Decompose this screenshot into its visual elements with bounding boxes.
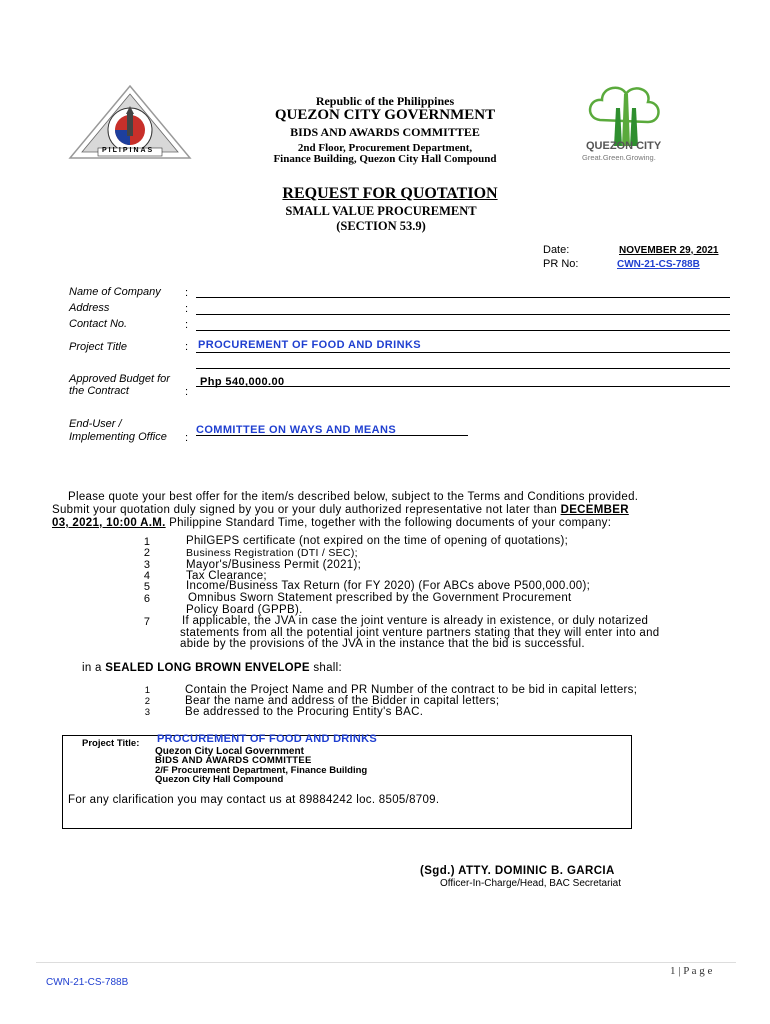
pr-value: CWN-21-CS-788B	[617, 259, 700, 270]
doc-item: Omnibus Sworn Statement prescribed by the Government Procurement	[188, 592, 572, 604]
project-colon: :	[185, 341, 189, 353]
logo-name: QUEZON CITY	[586, 140, 662, 152]
doc-item: PhilGEPS certificate (not expired on the time of opening of quotations);	[186, 535, 569, 547]
project-line-2	[196, 368, 730, 369]
contact-colon: :	[185, 319, 189, 331]
envelope-number: 3	[144, 707, 150, 718]
footer-reference: CWN-21-CS-788B	[46, 977, 129, 988]
subtitle-section: (SECTION 53.9)	[336, 219, 426, 233]
doc-item-continued: statements from all the potential joint venture partners stating that they will enter into and	[180, 627, 660, 639]
instructions-line-3	[52, 517, 611, 529]
company-input-line[interactable]	[196, 297, 730, 298]
doc-number: 5	[143, 581, 150, 593]
address-line-2: Finance Building, Quezon City Hall Compound	[273, 153, 497, 165]
committee-line: BIDS AND AWARDS COMMITTEE	[290, 125, 480, 139]
box-project-label: Project Title:	[82, 738, 140, 749]
doc-number: 7	[143, 616, 150, 628]
doc-number: 3	[143, 559, 150, 571]
company-colon: :	[185, 287, 189, 299]
box-address-3: 2/F Procurement Department, Finance Building	[155, 765, 368, 776]
envelope-number: 2	[144, 696, 150, 707]
envelope-item: Bear the name and address of the Bidder in capital letters;	[185, 695, 500, 707]
project-label: Project Title	[69, 341, 127, 353]
signatory-name: (Sgd.) ATTY. DOMINIC B. GARCIA	[420, 865, 615, 877]
envelope-pre: in a	[82, 662, 106, 674]
doc-item: Business Registration (DTI / SEC);	[186, 547, 358, 559]
doc-item: Income/Business Tax Return (for FY 2020) (For ABCs above P500,000.00);	[186, 580, 591, 592]
enduser-label-2: Implementing Office	[69, 431, 167, 443]
box-address-4: Quezon City Hall Compound	[155, 774, 284, 785]
enduser-value: COMMITTEE ON WAYS AND MEANS	[196, 424, 397, 436]
document-title: REQUEST FOR QUOTATION	[282, 185, 498, 202]
republic-line: Republic of the Philippines	[315, 94, 455, 108]
instructions-text-2: Submit your quotation duly signed by you or your duly authorized representative not later than	[52, 504, 558, 516]
contact-label: Contact No.	[69, 318, 128, 330]
logo-tagline: Great.Green.Growing.	[582, 153, 656, 162]
seal-text-bottom: PILIPINAS	[102, 147, 155, 154]
date-label: Date:	[543, 244, 570, 256]
address-box	[62, 735, 632, 829]
budget-value: Php 540,000.00	[200, 376, 285, 388]
box-contact: For any clarification you may contact us at 89884242 loc. 8505/8709.	[68, 794, 440, 806]
box-address-1: Quezon City Local Government	[155, 746, 304, 757]
doc-item: Tax Clearance;	[186, 570, 267, 582]
government-line: QUEZON CITY GOVERNMENT	[274, 107, 496, 123]
pr-label: PR No:	[543, 258, 579, 270]
budget-colon: :	[185, 386, 189, 398]
doc-item: Mayor's/Business Permit (2021);	[186, 559, 362, 571]
envelope-type: SEALED LONG BROWN ENVELOPE	[105, 662, 310, 674]
project-line-1	[196, 352, 730, 353]
box-project-value: PROCUREMENT OF FOOD AND DRINKS	[157, 733, 378, 745]
date-value: NOVEMBER 29, 2021	[619, 245, 719, 256]
budget-line	[196, 386, 730, 387]
doc-item-continued: Policy Board (GPPB).	[186, 604, 303, 616]
project-value: PROCUREMENT OF FOOD AND DRINKS	[198, 339, 422, 351]
address-input-line[interactable]	[196, 314, 730, 315]
doc-number: 4	[143, 570, 150, 582]
budget-label-1: Approved Budget for	[69, 373, 170, 385]
subtitle-procurement: SMALL VALUE PROCUREMENT	[285, 204, 477, 218]
page-number: 1 | P a g e	[670, 965, 713, 977]
instructions-text-3: Philippine Standard Time, together with the following documents of your company:	[165, 517, 612, 529]
signatory-title: Officer-In-Charge/Head, BAC Secretariat	[440, 878, 622, 889]
doc-item-continued: abide by the provisions of the JVA in the instance that the bid is successful.	[180, 638, 585, 650]
deadline-date-part1: DECEMBER	[560, 504, 629, 516]
envelope-item: Contain the Project Name and PR Number of the contract to be bid in capital letters;	[185, 684, 638, 696]
box-address-2: BIDS AND AWARDS COMMITTEE	[155, 755, 312, 766]
company-label: Name of Company	[69, 286, 161, 298]
instructions-line-1: Please quote your best offer for the item/s described below, subject to the Terms and Conditions provided.	[68, 491, 639, 503]
address-label: Address	[69, 302, 110, 314]
instructions-line-2	[52, 504, 629, 516]
envelope-item: Be addressed to the Procuring Entity's BAC.	[185, 706, 424, 718]
enduser-label-1: End-User /	[69, 418, 122, 430]
enduser-line	[196, 435, 468, 436]
doc-number: 6	[143, 593, 150, 605]
quezon-city-logo	[580, 80, 670, 175]
enduser-colon: :	[185, 432, 189, 444]
envelope-post: shall:	[309, 662, 342, 674]
address-line-1: 2nd Floor, Procurement Department,	[297, 142, 473, 154]
contact-input-line[interactable]	[196, 330, 730, 331]
envelope-intro	[82, 662, 342, 674]
envelope-number: 1	[144, 685, 150, 696]
address-colon: :	[185, 303, 189, 315]
footer-divider	[36, 962, 736, 963]
budget-label-2: the Contract	[69, 385, 129, 397]
doc-number: 2	[143, 547, 150, 559]
doc-item: If applicable, the JVA in case the joint venture is already in existence, or duly notarized	[182, 615, 649, 627]
deadline-date-part2: 03, 2021, 10:00 A.M.	[52, 517, 166, 529]
doc-number: 1	[143, 536, 150, 548]
